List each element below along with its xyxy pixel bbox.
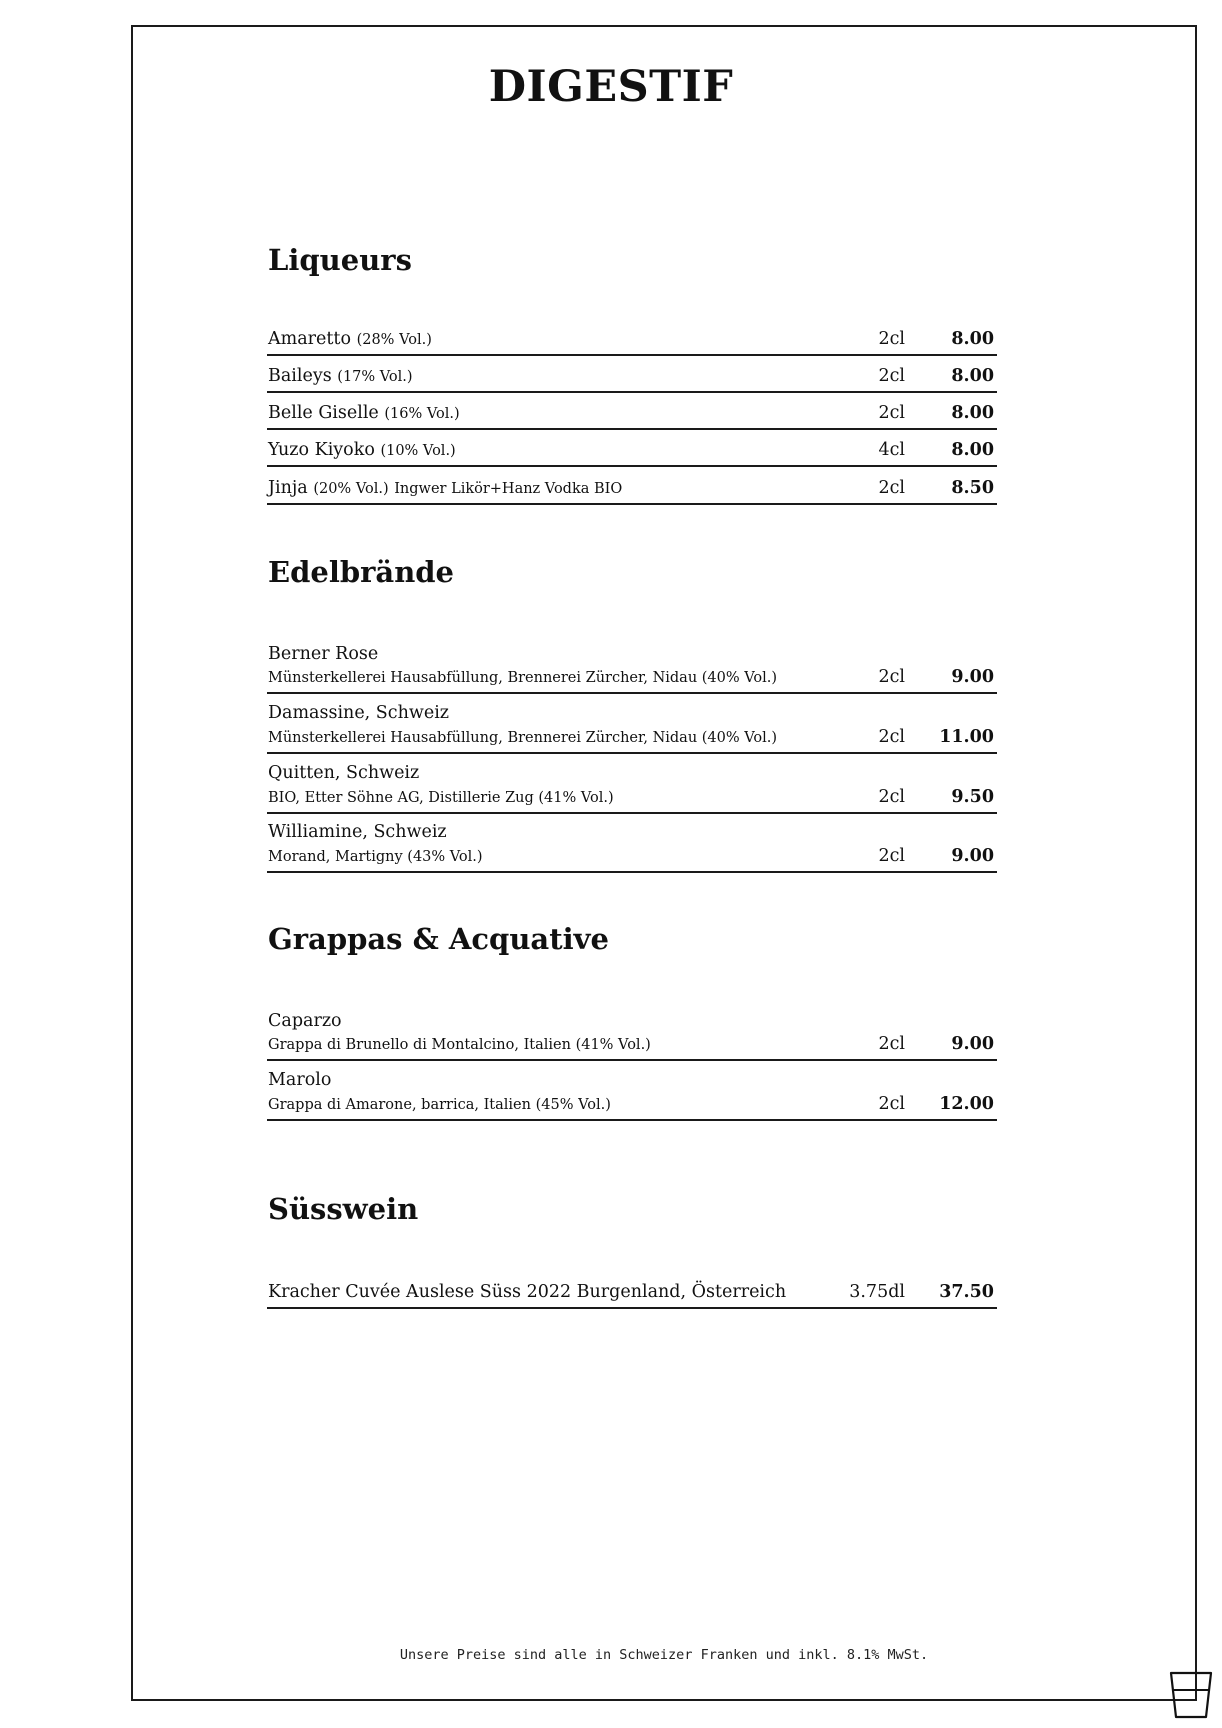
item-detail: Morand, Martigny (43% Vol.): [268, 849, 483, 865]
item-name: Jinja: [268, 478, 308, 498]
item-detail: Münsterkellerei Hausabfüllung, Brennerei Zürcher, Nidau (40% Vol.): [268, 730, 778, 746]
menu-item-belle-giselle: [267, 393, 997, 430]
item-price: 8.00: [951, 366, 994, 386]
item-price: 9.00: [951, 1034, 994, 1054]
item-size: 3.75dl: [849, 1282, 905, 1302]
item-size: 2cl: [878, 1034, 905, 1054]
menu-item-damassine: [267, 702, 997, 754]
item-price: 9.50: [951, 787, 994, 807]
item-name: Caparzo: [268, 1011, 342, 1031]
item-name: Berner Rose: [268, 644, 379, 664]
item-price: 8.00: [951, 403, 994, 423]
item-name: Amaretto: [268, 329, 351, 349]
section-heading-liqueurs: Liqueurs: [268, 243, 412, 277]
item-size: 2cl: [878, 366, 905, 386]
menu-item-yuzo-kiyoko: [267, 430, 997, 467]
item-vol: (28% Vol.): [356, 332, 432, 348]
item-size: 4cl: [878, 440, 905, 460]
item-vol: (10% Vol.): [380, 443, 456, 459]
item-price: 11.00: [939, 727, 994, 747]
item-name: Belle Giselle: [268, 403, 379, 423]
menu-item-caparzo: [267, 1010, 997, 1061]
menu-item-baileys: [267, 356, 997, 393]
item-price: 12.00: [939, 1094, 994, 1114]
item-size: 2cl: [878, 667, 905, 687]
item-size: 2cl: [878, 478, 905, 498]
item-size: 2cl: [878, 846, 905, 866]
page-title: DIGESTIF: [488, 62, 734, 112]
item-price: 8.50: [951, 478, 994, 498]
item-size: 2cl: [878, 329, 905, 349]
item-name: Yuzo Kiyoko: [268, 440, 375, 460]
item-name: Williamine, Schweiz: [268, 822, 447, 842]
item-size: 2cl: [878, 1094, 905, 1114]
menu-item-williamine: [267, 821, 997, 873]
item-price: 9.00: [951, 667, 994, 687]
item-size: 2cl: [878, 727, 905, 747]
menu-item-kracher: [267, 1270, 997, 1309]
item-name: Baileys: [268, 366, 332, 386]
glass-icon: [1168, 1670, 1214, 1720]
item-price: 8.00: [951, 329, 994, 349]
item-detail: Münsterkellerei Hausabfüllung, Brennerei Zürcher, Nidau (40% Vol.): [268, 670, 778, 686]
item-vol: (17% Vol.): [337, 369, 413, 385]
item-name: Marolo: [268, 1070, 332, 1090]
menu-item-marolo: [267, 1069, 997, 1121]
menu-item-berner-rose: [267, 643, 997, 694]
menu-item-jinja: [267, 467, 997, 505]
item-price: 37.50: [939, 1282, 994, 1302]
item-size: 2cl: [878, 403, 905, 423]
section-heading-grappas: Grappas & Acquative: [268, 922, 609, 956]
item-price: 8.00: [951, 440, 994, 460]
item-vol: (20% Vol.): [313, 481, 389, 497]
item-detail: Grappa di Amarone, barrica, Italien (45% Vol.): [268, 1097, 611, 1113]
item-detail: BIO, Etter Söhne AG, Distillerie Zug (41% Vol.): [268, 790, 614, 806]
item-name: Damassine, Schweiz: [268, 703, 450, 723]
item-detail: Grappa di Brunello di Montalcino, Italien (41% Vol.): [268, 1037, 651, 1053]
item-size: 2cl: [878, 787, 905, 807]
price-footnote: Unsere Preise sind alle in Schweizer Franken und inkl. 8.1% MwSt.: [399, 1647, 929, 1663]
item-name: Kracher Cuvée Auslese Süss 2022 Burgenland, Österreich: [268, 1282, 787, 1302]
item-price: 9.00: [951, 846, 994, 866]
menu-item-quitten: [267, 762, 997, 814]
section-heading-edelbraende: Edelbrände: [268, 555, 455, 589]
menu-item-amaretto: [267, 318, 997, 356]
item-description: Ingwer Likör+Hanz Vodka BIO: [394, 481, 623, 497]
item-vol: (16% Vol.): [384, 406, 460, 422]
item-name: Quitten, Schweiz: [268, 763, 420, 783]
section-heading-suesswein: Süsswein: [268, 1192, 419, 1226]
